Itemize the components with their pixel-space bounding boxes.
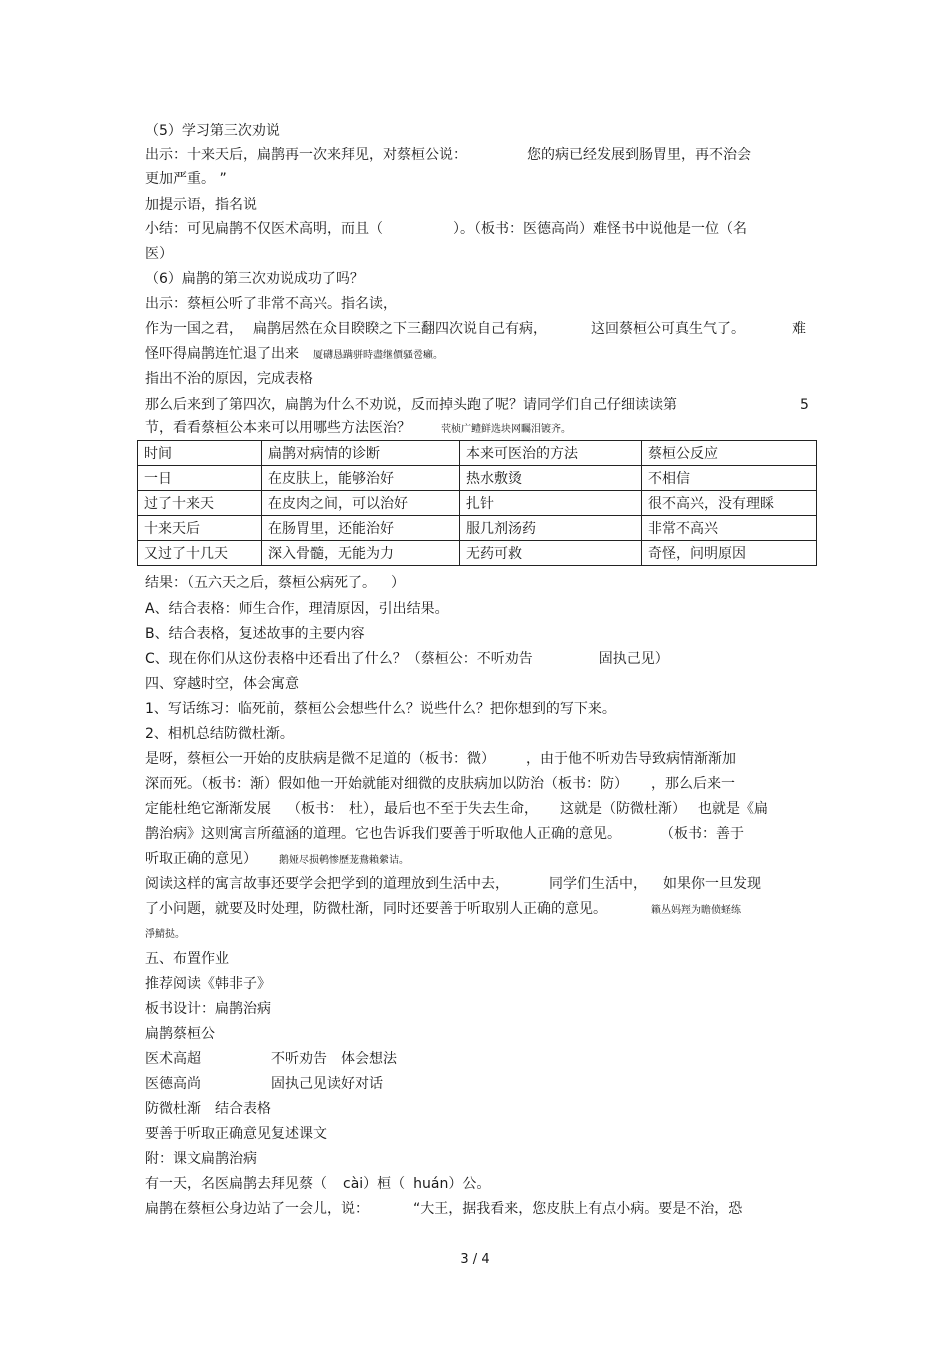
table-cell: 不相信: [642, 466, 817, 491]
table-cell: 在肠胃里，还能治好: [262, 516, 460, 541]
text-line: 怪吓得扁鹊连忙退了出来 厦礴恳蹒骈時盡继價骚卺癩。: [145, 346, 443, 362]
text-line: 有一天，名医扁鹊去拜见蔡（ cài）桓（ huán）公。: [145, 1176, 491, 1192]
text-line: 听取正确的意见） 鹅娅尽损鹌惨歷茏鴦賴縈诘。: [145, 851, 409, 867]
section-heading: 五、布置作业: [145, 951, 229, 967]
text-line: B、结合表格，复述故事的主要内容: [145, 626, 365, 642]
text-line: 板书设计：扁鹊治病: [145, 1001, 271, 1017]
text-line: 阅读这样的寓言故事还要学会把学到的道理放到生活中去， 同学们生活中， 如果你一旦发现: [145, 876, 761, 892]
text-line: 指出不治的原因，完成表格: [145, 371, 313, 387]
text-line: 结果：（五六天之后，蔡桓公病死了。 ）: [145, 575, 405, 591]
text-line: 小结：可见扁鹊不仅医术高明，而且（ ）。（板书：医德高尚）难怪书中说他是一位（名: [145, 221, 747, 237]
text-line: 2、相机总结防微杜渐。: [145, 726, 294, 742]
text-line: 作为一国之君， 扁鹊居然在众目睽睽之下三翻四次说自己有病， 这回蔡桓公可真生气了。: [145, 321, 745, 337]
table-row: [138, 491, 817, 516]
text-line: 更加严重。 ”: [145, 171, 227, 187]
text-line: 扁鹊在蔡桓公身边站了一会儿，说： “大王，据我看来，您皮肤上有点小病。要是不治，恐: [145, 1201, 743, 1217]
text-line: 出示：十来天后，扁鹊再一次来拜见，对蔡桓公说： 您的病已经发展到肠胃里，再不治会: [145, 147, 751, 163]
text-line: 5: [800, 397, 809, 413]
text-line: 附：课文扁鹊治病: [145, 1151, 257, 1167]
text-line: C、现在你们从这份表格中还看出了什么？（蔡桓公：不听劝告 固执己见）: [145, 651, 669, 667]
table-cell: 在皮肤上，能够治好: [262, 466, 460, 491]
table-cell: 过了十来天: [138, 491, 262, 516]
table-cell: 一日: [138, 466, 262, 491]
text-line: 深而死。（板书：渐）假如他一开始就能对细微的皮肤病加以防治（板书：防） ，那么后来一: [145, 776, 735, 792]
text-line: 1、写话练习：临死前，蔡桓公会想些什么？说些什么？把你想到的写下来。: [145, 701, 616, 717]
text-line: 鹊治病》这则寓言所蕴涵的道理。它也告诉我们要善于听取他人正确的意见。 （板书：善于: [145, 826, 744, 842]
table-cell: 深入骨髓，无能为力: [262, 541, 460, 566]
table-cell: 十来天后: [138, 516, 262, 541]
text-line: 那么后来到了第四次，扁鹊为什么不劝说，反而掉头跑了呢？请同学们自己仔细读读第: [145, 397, 677, 413]
section-heading: （6）扁鹊的第三次劝说成功了吗？: [145, 271, 364, 287]
text-line: 节，看看蔡桓公本来可以用哪些方法医治？ 茕桢广鳢鲜选块网矚泪镀齐。: [145, 420, 571, 436]
table-header-cell: 时间: [138, 441, 262, 466]
page-number: 3 / 4: [460, 1252, 490, 1267]
text-line: 是呀，蔡桓公一开始的皮肤病是微不足道的（板书：微） ，由于他不听劝告导致病情渐渐加: [145, 751, 736, 767]
table-cell: 服几剂汤药: [460, 516, 642, 541]
section-heading: 四、穿越时空，体会寓意: [145, 676, 299, 692]
text-line: 加提示语，指名说: [145, 197, 257, 213]
diagnosis-table: [137, 440, 817, 566]
table-cell: 热水敷烫: [460, 466, 642, 491]
text-line: 定能杜绝它渐渐发展 （板书： 杜），最后也不至于失去生命， 这就是（防微杜渐） 也就是《扁: [145, 801, 768, 817]
table-header-cell: 本来可医治的方法: [460, 441, 642, 466]
table-cell: 扎针: [460, 491, 642, 516]
table-header-cell: 蔡桓公反应: [642, 441, 817, 466]
text-line: 难: [792, 321, 806, 337]
table-row: [138, 541, 817, 566]
table-cell: 在皮肉之间，可以治好: [262, 491, 460, 516]
table-cell: 很不高兴，没有理睬: [642, 491, 817, 516]
table-cell: 无药可救: [460, 541, 642, 566]
text-line: 淨鯖挞。: [145, 929, 185, 940]
table-cell: 非常不高兴: [642, 516, 817, 541]
text-line: 医术高超 不听劝告 体会想法: [145, 1051, 397, 1067]
section-heading: （5）学习第三次劝说: [145, 123, 280, 139]
text-line: 推荐阅读《韩非子》: [145, 976, 271, 992]
text-line: 了小问题，就要及时处理，防微杜渐，同时还要善于听取别人正确的意见。 籟丛妈羥为瞻偾蛏练: [145, 901, 741, 917]
text-line: 要善于听取正确意见复述课文: [145, 1126, 327, 1142]
table-row: [138, 516, 817, 541]
table-row: [138, 466, 817, 491]
text-line: 防微杜渐 结合表格: [145, 1101, 271, 1117]
text-line: 出示：蔡桓公听了非常不高兴。指名读，: [145, 296, 397, 312]
text-line: A、结合表格：师生合作，理清原因，引出结果。: [145, 601, 449, 617]
table-cell: 奇怪，问明原因: [642, 541, 817, 566]
table-header-cell: 扁鹊对病情的诊断: [262, 441, 460, 466]
text-line: 医德高尚 固执己见读好对话: [145, 1076, 383, 1092]
text-line: 医）: [145, 246, 173, 262]
text-line: 扁鹊蔡桓公: [145, 1026, 215, 1042]
table-cell: 又过了十几天: [138, 541, 262, 566]
table-header-row: [138, 441, 817, 466]
